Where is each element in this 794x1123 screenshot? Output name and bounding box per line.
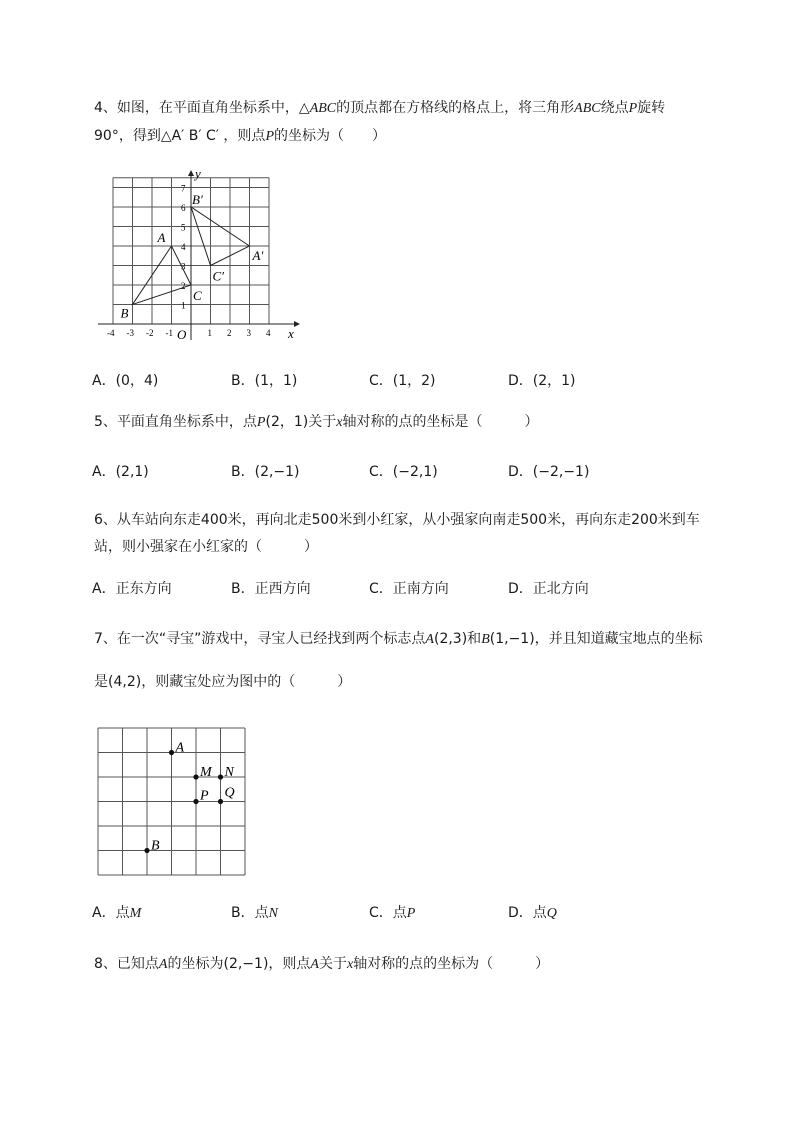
q4-text-part: 的顶点都在方格线的格点上，将三角形 (336, 100, 575, 116)
q4-text-line1 (94, 98, 665, 119)
q7-text-line2: 是(4,2)，则藏宝处应为图中的（ ） (94, 674, 352, 690)
q4-option-a[interactable]: A．(0，4) (92, 373, 159, 389)
q4-var: P (265, 129, 274, 144)
q4-point-label-b-prime: B′ (192, 192, 203, 207)
q6-option-b[interactable]: B．正西方向 (231, 581, 311, 597)
q8-text-part: 8、已知点 (94, 956, 159, 972)
q4-y-tick-label: 3 (181, 261, 186, 272)
q7-option-a[interactable] (92, 903, 141, 924)
q4-text-part: 旋转 (637, 100, 666, 116)
q4-option-d[interactable]: D．(2，1) (508, 373, 576, 389)
q7-point-label-b: B (151, 838, 160, 854)
q4-point-label-b: B (120, 305, 129, 321)
q4-text-part: 4、如图，在平面直角坐标系中，△ (94, 100, 310, 116)
q7-points (144, 741, 234, 854)
q4-x-tick-label: 1 (207, 328, 212, 338)
q4-y-tick-label: 5 (181, 222, 186, 233)
q7-point-label-m: M (200, 765, 212, 780)
q7-var: A (425, 632, 434, 647)
q5-var: P (256, 415, 266, 430)
q4-x-tick-label: -2 (146, 328, 154, 338)
q7-point-label-n: N (224, 765, 234, 780)
q7-point-m (193, 774, 198, 779)
q4-text-part: 90°，得到△A′ B′ C′ ，则点 (94, 128, 266, 144)
q8-var: A (310, 957, 319, 972)
q7-option-c-prefix: C．点 (369, 905, 407, 921)
q7-point-label-q: Q (224, 785, 235, 801)
q5-option-b[interactable]: B．(2,−1) (231, 464, 300, 480)
q7-text-part: (2,3)和 (433, 631, 482, 647)
q4-point-label-a: A (157, 230, 166, 245)
q4-point-label-c: C (193, 288, 202, 303)
q7-option-b[interactable] (231, 903, 278, 924)
q7-point-a (169, 750, 174, 755)
q6-option-a[interactable]: A．正东方向 (92, 581, 172, 597)
q7-point-p (193, 799, 198, 804)
q7-option-c[interactable] (369, 903, 415, 924)
q4-triangle-abc-prime (191, 207, 250, 266)
q7-point-label-a: A (175, 740, 185, 756)
q4-var: P (628, 101, 638, 116)
q5-text (94, 412, 538, 433)
q8-text (94, 954, 549, 975)
q6-option-c[interactable]: C．正南方向 (369, 581, 449, 597)
q6-text-line1: 6、从车站向东走400米，再向北走500米到小红家，从小强家向南走500米，再向东走200米到车 (94, 512, 700, 528)
q7-treasure-grid-figure (97, 727, 247, 877)
q4-y-axis-arrow (188, 170, 194, 176)
q4-x-tick-label: 3 (246, 328, 251, 338)
q7-point-b (144, 848, 149, 853)
q4-x-tick-label: 2 (227, 328, 232, 338)
q4-text-part: 绕点 (600, 100, 629, 116)
q5-option-a[interactable]: A．(2,1) (92, 464, 149, 480)
q4-x-tick-label: -3 (126, 328, 134, 338)
q4-y-tick-labels (181, 184, 186, 311)
q4-option-b[interactable]: B．(1，1) (231, 373, 298, 389)
q7-var: B (481, 632, 490, 647)
q6-option-d[interactable]: D．正北方向 (508, 581, 589, 597)
q4-x-axis-arrow (294, 321, 300, 327)
q4-point-label-c-prime: C′ (212, 268, 225, 284)
q6-text-line2: 站，则小强家在小红家的（ ） (94, 539, 318, 555)
q8-text-part: 轴对称的点的坐标为（ ） (353, 956, 550, 972)
q4-y-tick-label: 4 (181, 242, 186, 252)
q4-option-c[interactable]: C．(1，2) (369, 373, 436, 389)
q4-var: ABC (574, 101, 601, 116)
q5-text-part: 5、平面直角坐标系中，点 (94, 414, 257, 430)
q5-var: x (336, 415, 343, 430)
q4-origin-label: O (177, 327, 187, 342)
q7-option-a-var: M (129, 906, 142, 921)
q7-text-line1 (94, 629, 703, 650)
q5-option-d[interactable]: D．(−2,−1) (508, 464, 590, 480)
q7-option-d[interactable] (508, 903, 557, 924)
q7-point-q (218, 799, 223, 804)
q4-triangle-abc (133, 246, 192, 305)
q7-option-a-prefix: A．点 (92, 905, 130, 921)
q4-x-tick-label: 4 (266, 328, 271, 338)
q7-option-d-var: Q (546, 906, 557, 921)
q4-y-tick-label: 1 (181, 300, 186, 311)
q5-option-c[interactable]: C．(−2,1) (369, 464, 438, 480)
q4-coordinate-figure (90, 168, 310, 348)
q4-x-tick-labels (107, 328, 271, 338)
q7-point-n (218, 774, 223, 779)
q7-text-part: 7、在一次“寻宝”游戏中，寻宝人已经找到两个标志点 (94, 631, 426, 647)
q4-x-axis-label: x (288, 326, 294, 341)
q4-y-tick-label: 6 (181, 203, 186, 213)
q8-text-part: 关于 (318, 956, 347, 972)
q4-var: ABC (309, 101, 337, 116)
q7-option-b-prefix: B．点 (231, 905, 269, 921)
q4-point-label-a-prime: A′ (252, 248, 264, 263)
q5-text-part: 轴对称的点的坐标是（ ） (342, 414, 539, 430)
q4-y-axis-label: y (195, 166, 201, 181)
q4-text-line2 (94, 126, 386, 147)
q7-option-c-var: P (406, 906, 416, 921)
q7-point-label-p: P (200, 788, 209, 804)
q5-text-part: (2，1)关于 (265, 414, 337, 430)
q7-option-d-prefix: D．点 (508, 905, 547, 921)
q4-y-tick-label: 7 (181, 183, 186, 194)
q8-var: x (346, 957, 354, 972)
q8-var: A (158, 957, 168, 972)
q4-x-tick-label: -1 (165, 328, 173, 338)
q4-text-part: 的坐标为（ ） (274, 128, 386, 144)
q4-x-tick-label: -4 (107, 328, 115, 338)
q4-y-tick-label: 2 (181, 281, 186, 291)
q7-text-part: (1,−1)，并且知道藏宝地点的坐标 (489, 631, 703, 647)
q7-option-b-var: N (268, 906, 278, 921)
q8-text-part: 的坐标为(2,−1)，则点 (167, 956, 311, 972)
